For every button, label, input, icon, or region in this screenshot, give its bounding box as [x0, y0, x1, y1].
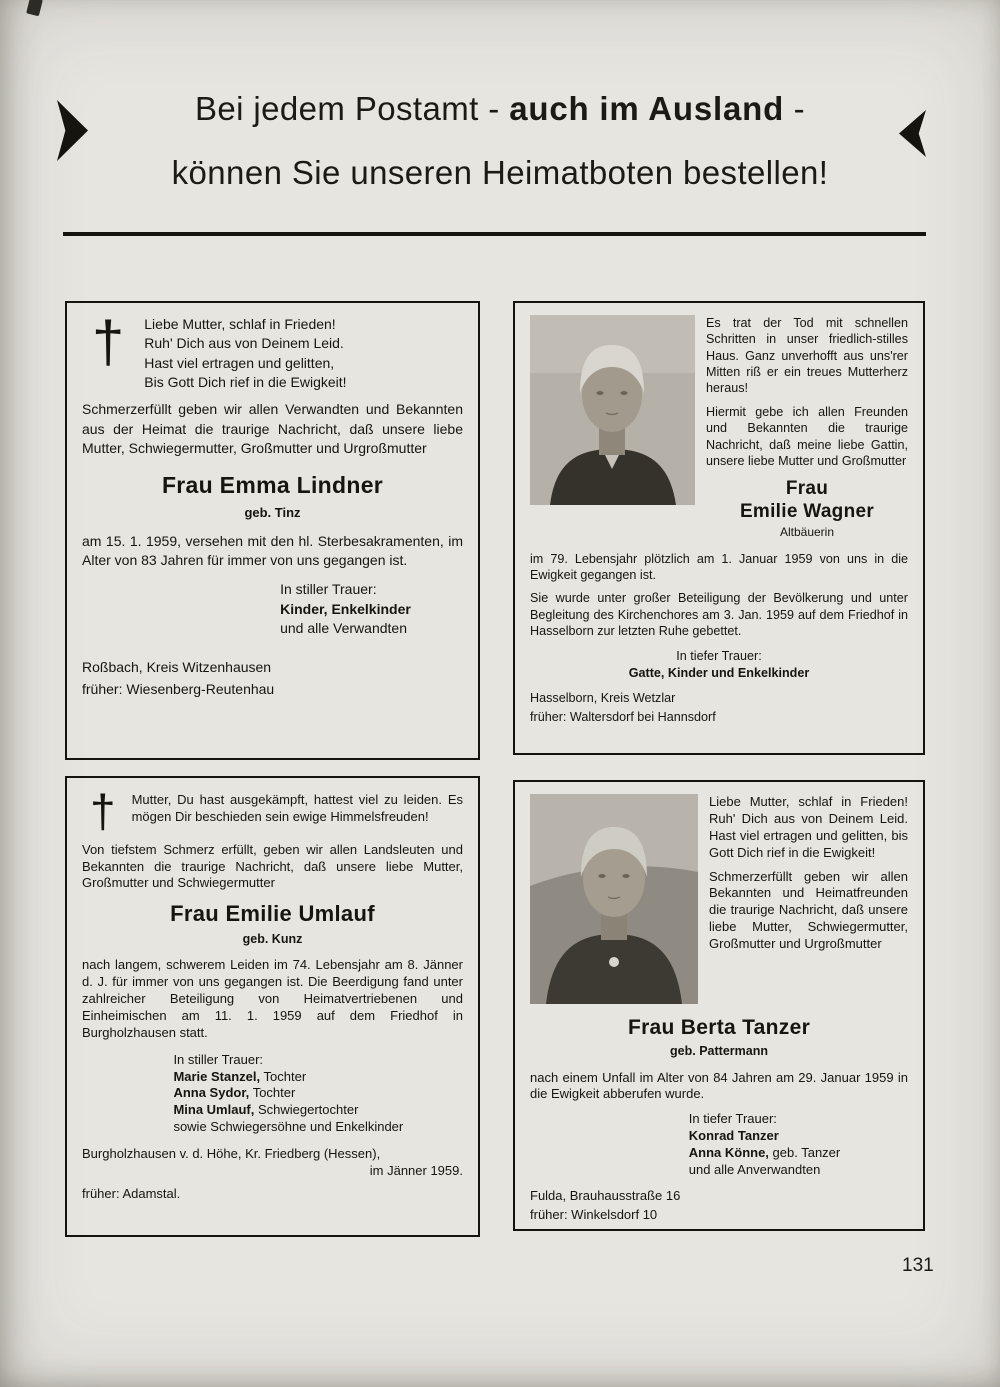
mourning-block	[280, 580, 463, 638]
deceased-name: Frau Berta Tanzer	[627, 1016, 811, 1039]
death-announcement: Schmerzerfüllt geben wir allen Verwandten und Bekannten aus der Heimat die traurige Nachricht, daß unsere liebe Mutter, Schwiegermutter, Großmutter und Urgroßmutter	[82, 401, 463, 456]
mourner-name: Anna Könne,	[688, 1145, 769, 1161]
mourner-line	[173, 1085, 463, 1102]
deceased-name: Frau Emilie Umlauf	[170, 901, 375, 927]
mourner-line	[173, 1102, 463, 1119]
verse-line: Liebe Mutter, schlaf in Frieden!	[144, 316, 336, 332]
mourner-name: Marie Stanzel,	[173, 1068, 261, 1084]
verse-line: Ruh' Dich aus von Deinem Leid.	[144, 335, 344, 352]
mourning-label: In stiller Trauer:	[280, 581, 377, 598]
maiden-name: geb. Pattermann	[670, 1044, 768, 1059]
obituary-card-wagner	[513, 301, 925, 755]
obituary-card-tanzer	[513, 780, 925, 1231]
place-block	[530, 690, 908, 725]
header-text-bold: auch im Ausland	[509, 90, 785, 127]
place-line: Fulda, Brauhausstraße 16	[530, 1187, 681, 1203]
maiden-name: geb. Kunz	[242, 931, 303, 946]
photo-row	[530, 315, 908, 541]
death-details: nach einem Unfall im Alter von 84 Jahren am 29. Januar 1959 in die Ewigkeit abberufen wurde.	[530, 1069, 908, 1102]
memorial-verse: Es trat der Tod mit schnellen Schritten in unser friedlich-stilles Haus. Ganz unverhofft aus uns'rer Mitten riß er ein treues Mutterherz heraus!	[706, 316, 908, 396]
mourning-label: In tiefer Trauer:	[676, 649, 762, 664]
mourner-role: geb. Tanzer	[772, 1145, 841, 1161]
mourner-role: Schwiegertochter	[257, 1102, 359, 1118]
header-text-pre: Bei jedem Postamt -	[194, 90, 510, 127]
mourner-role: Tochter	[252, 1085, 296, 1101]
mourner-role: sowie Schwiegersöhne und Enkelkinder	[173, 1119, 404, 1135]
place-block	[82, 1146, 463, 1203]
portrait-illustration	[530, 315, 695, 505]
place-block	[82, 658, 463, 699]
portrait-illustration	[530, 794, 698, 1004]
mourner-role: und alle Verwandten	[280, 620, 407, 637]
place-line: Hasselborn, Kreis Wetzlar	[530, 691, 676, 706]
place-date-line: im Jänner 1959.	[369, 1163, 463, 1178]
obituary-card-lindner	[65, 301, 480, 760]
mourning-label: In tiefer Trauer:	[688, 1111, 777, 1127]
mourner-role: Tochter	[263, 1068, 307, 1084]
photo-row	[530, 794, 908, 1004]
deceased-subtitle: Altbäuerin	[779, 525, 835, 540]
portrait-photo-tanzer	[530, 794, 698, 1004]
mourner-name: Kinder, Enkelkinder	[280, 600, 411, 617]
verse-line: Bis Gott Dich rief in die Ewigkeit!	[144, 373, 347, 390]
page-number: 131	[902, 1255, 934, 1276]
mourning-block	[689, 1111, 908, 1179]
mourner-name: Mina Umlauf,	[173, 1102, 255, 1118]
mourner-line	[689, 1128, 908, 1145]
portrait-photo-wagner	[530, 315, 695, 505]
death-details: am 15. 1. 1959, versehen mit den hl. Sterbesakramenten, im Alter von 83 Jahren für immer von uns gegangen ist.	[82, 532, 463, 569]
right-column	[709, 794, 908, 953]
deceased-name-line2: Emilie Wagner	[739, 500, 875, 522]
death-details: im 79. Lebensjahr plötzlich am 1. Januar 1959 von uns in die Ewigkeit gegangen ist.	[530, 551, 908, 582]
memorial-verse: Mutter, Du hast ausgekämpft, hattest viel zu leiden. Es mögen Dir beschieden sein ewige Himmelsfreuden!	[131, 792, 463, 824]
divider-rule	[63, 232, 926, 236]
former-residence: früher: Adamstal.	[82, 1185, 181, 1201]
mourner-line	[689, 1162, 908, 1179]
mourning-block	[173, 1052, 463, 1136]
death-announcement: Hiermit gebe ich allen Freunden und Bekannten die traurige Nachricht, daß meine liebe Gattin, unsere liebe Mutter und Großmutter	[706, 404, 908, 468]
deceased-name: Frau Emma Lindner	[161, 472, 384, 499]
mourner-name: Konrad Tanzer	[688, 1128, 779, 1144]
mourner-name: Anna Sydor,	[173, 1085, 250, 1101]
deceased-name-block	[706, 478, 908, 540]
mourning-block	[530, 648, 908, 681]
memorial-verse	[144, 315, 346, 392]
death-announcement: Von tiefstem Schmerz erfüllt, geben wir allen Landsleuten und Bekannten die traurige Nachricht, daß unsere liebe Mutter, Großmutter und Schwiegermutter	[82, 841, 463, 891]
deceased-name-line1: Frau	[785, 478, 829, 500]
obituary-card-umlauf	[65, 776, 480, 1237]
mourner-line	[173, 1119, 463, 1136]
scan-artifact	[26, 0, 43, 16]
memorial-verse: Liebe Mutter, schlaf in Frieden! Ruh' Dich aus von Deinem Leid. Hast viel ertragen und gelitten, bis Gott Dich rief in die Ewigkeit!	[709, 794, 908, 860]
former-residence: früher: Waltersdorf bei Hannsdorf	[530, 709, 716, 724]
mourning-label: In stiller Trauer:	[173, 1051, 264, 1067]
verse-line: Hast viel ertragen und gelitten,	[144, 354, 335, 371]
former-residence: früher: Wiesenberg-Reutenhau	[82, 680, 275, 697]
header-line-1	[0, 90, 1000, 128]
mourner-line	[173, 1069, 463, 1086]
cross-icon: †	[90, 785, 116, 837]
place-line: Roßbach, Kreis Witzenhausen	[82, 659, 272, 676]
mourner-line	[280, 600, 463, 619]
mourner-line: Gatte, Kinder und Enkelkinder	[628, 665, 810, 680]
death-announcement: Schmerzerfüllt geben wir allen Bekannten und Heimatfreunden die traurige Nachricht, daß unsere liebe Mutter, Schwiegermutter, Großmutter und Urgroßmutter	[709, 868, 908, 952]
mourner-role: und alle Anverwandten	[688, 1162, 821, 1177]
place-block	[530, 1188, 908, 1224]
place-line: Burgholzhausen v. d. Höhe, Kr. Friedberg (Hessen),	[82, 1146, 381, 1162]
cross-icon: †	[92, 310, 125, 375]
verse-row	[82, 310, 463, 392]
mourner-line	[280, 619, 463, 638]
death-details: nach langem, schwerem Leiden im 74. Lebensjahr am 8. Jänner d. J. für immer von uns gegangen ist. Die Beerdigung fand unter zahlreicher Beteiligung von Heimatvertriebenen und Einheimischen am 11. 1. 1959 auf dem Friedhof in Burgholzhausen statt.	[82, 957, 463, 1040]
verse-row	[82, 785, 463, 837]
maiden-name: geb. Tinz	[244, 504, 301, 520]
burial-details: Sie wurde unter großer Beteiligung der Bevölkerung und unter Begleitung des Kirchenchores am 3. Jan. 1959 auf dem Friedhof in Hasselborn zur letzten Ruhe gebettet.	[530, 591, 908, 639]
header-text-post: -	[784, 90, 806, 127]
mourner-line	[689, 1145, 908, 1162]
former-residence: früher: Winkelsdorf 10	[530, 1206, 658, 1222]
right-column	[706, 315, 908, 541]
header-line-2: können Sie unseren Heimatboten bestellen!	[171, 154, 829, 191]
